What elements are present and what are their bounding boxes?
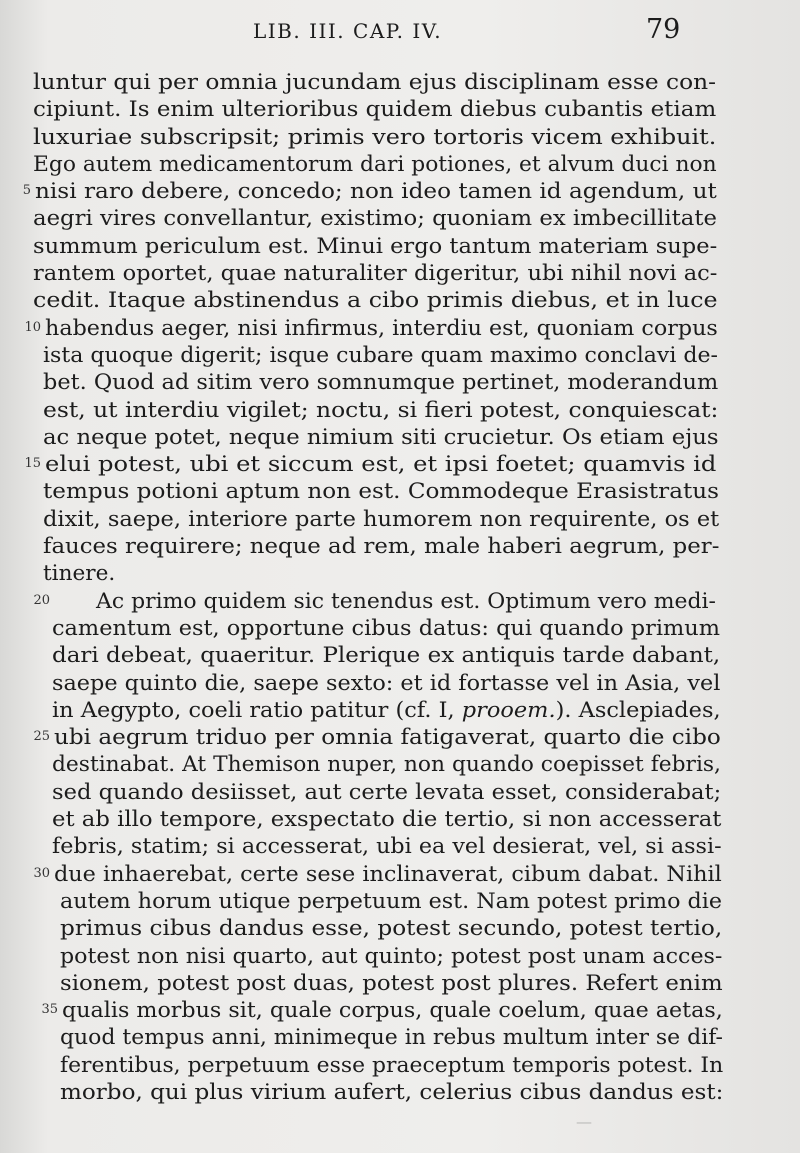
- line-text: cedit. Itaque abstinendus a cibo primis diebus, et in luce: [33, 288, 718, 314]
- text-line: [0, 779, 800, 806]
- line-text: Ac primo quidem sic tenendus est. Optimum vero medi-: [96, 588, 716, 614]
- line-text: morbo, qui plus virium aufert, celerius cibus dandus est:: [60, 1079, 724, 1105]
- line-text: destinabat. At Themison nuper, non quando coepisset febris,: [52, 752, 721, 778]
- text-line: [0, 970, 800, 997]
- text-line: [0, 287, 800, 314]
- line-number: 10: [24, 319, 41, 335]
- line-text: dari debeat, quaeritur. Plerique ex antiquis tarde dabant,: [52, 643, 721, 669]
- text-line: [0, 96, 800, 123]
- italic-reference: prooem.: [461, 697, 556, 723]
- line-text: luntur qui per omnia jucundam ejus disciplinam esse con-: [33, 70, 716, 95]
- line-text: fauces requirere; neque ad rem, male haberi aegrum, per-: [43, 534, 720, 560]
- line-number: 5: [22, 183, 31, 199]
- text-line: [0, 124, 800, 151]
- body-text: [0, 69, 800, 1106]
- line-text: nisi raro debere, concedo; non ideo tamen id agendum, ut: [35, 179, 717, 205]
- line-number: 15: [24, 456, 41, 472]
- text-line: [0, 997, 800, 1024]
- line-text: ubi aegrum triduo per omnia fatigaverat, quarto die cibo: [54, 725, 721, 751]
- text-line: [0, 342, 800, 369]
- text-line: [0, 724, 800, 751]
- line-text: qualis morbus sit, quale corpus, quale coelum, quae aetas,: [62, 998, 723, 1024]
- text-line: [0, 915, 800, 942]
- line-text: rantem oportet, quae naturaliter digeritur, ubi nihil novi ac-: [33, 261, 718, 287]
- text-line: [0, 888, 800, 915]
- text-line: [0, 670, 800, 697]
- line-text: autem horum utique perpetuum est. Nam potest primo die: [60, 888, 723, 914]
- faded-mark: —: [576, 1112, 592, 1131]
- text-line: [0, 151, 800, 178]
- line-number: 35: [41, 1002, 58, 1018]
- line-number: 20: [33, 592, 50, 608]
- text-line: [0, 178, 800, 205]
- line-text: ista quoque digerit; isque cubare quam maximo conclavi de-: [43, 342, 718, 368]
- line-text: saepe quinto die, saepe sexto: et id fortasse vel in Asia, vel: [52, 670, 721, 696]
- line-text: tempus potioni aptum non est. Commodeque Erasistratus: [43, 479, 719, 505]
- text-line: [0, 533, 800, 560]
- text-line: [0, 1052, 800, 1079]
- text-line: [0, 397, 800, 424]
- text-line: [0, 315, 800, 342]
- text-line: [0, 369, 800, 396]
- line-text: ac neque potet, neque nimium siti crucietur. Os etiam ejus: [43, 424, 719, 450]
- text-line: [0, 588, 800, 615]
- text-line: [0, 560, 800, 587]
- line-text: et ab illo tempore, exspectato die tertio, si non accesserat: [52, 807, 722, 833]
- line-text: sionem, potest post duas, potest post plures. Refert enim: [60, 970, 723, 996]
- text-line: [0, 451, 800, 478]
- line-text: aegri vires convellantur, existimo; quoniam ex imbecillitate: [33, 206, 717, 232]
- text-line: [0, 69, 800, 96]
- text-line: [0, 424, 800, 451]
- line-text: summum periculum est. Minui ergo tantum materiam supe-: [33, 233, 718, 259]
- line-text: cipiunt. Is enim ulterioribus quidem diebus cubantis etiam: [33, 97, 717, 123]
- text-line: [0, 697, 800, 724]
- line-text: Ego autem medicamentorum dari potiones, et alvum duci non: [33, 151, 717, 177]
- line-text: febris, statim; si accesserat, ubi ea vel desierat, vel, si assi-: [52, 834, 722, 860]
- text-line: [0, 833, 800, 860]
- line-text: dixit, saepe, interiore parte humorem non requirente, os et: [43, 506, 720, 532]
- line-text: camentum est, opportune cibus datus: qui quando primum: [52, 615, 720, 641]
- text-line: [0, 506, 800, 533]
- text-line: [0, 642, 800, 669]
- text-line: [0, 205, 800, 232]
- running-head: LIB. III. CAP. IV.: [253, 19, 443, 43]
- text-line: [0, 233, 800, 260]
- line-text: tinere.: [43, 561, 116, 587]
- text-line: [0, 751, 800, 778]
- text-line: [0, 1079, 800, 1106]
- text-line: [0, 478, 800, 505]
- text-line: [0, 615, 800, 642]
- text-line: [0, 861, 800, 888]
- line-text: due inhaerebat, certe sese inclinaverat, cibum dabat. Nihil: [54, 861, 722, 887]
- line-number: 25: [33, 729, 50, 745]
- line-text: est, ut interdiu vigilet; noctu, si fieri potest, conquiescat:: [43, 397, 719, 423]
- line-text: bet. Quod ad sitim vero somnumque pertinet, moderandum: [43, 370, 719, 396]
- page-number: 79: [646, 14, 681, 45]
- line-text: elui potest, ubi et siccum est, et ipsi foetet; quamvis id: [45, 452, 717, 478]
- text-line: [0, 943, 800, 970]
- line-text: habendus aeger, nisi infirmus, interdiu est, quoniam corpus: [45, 315, 718, 341]
- text-line: [0, 260, 800, 287]
- line-text: quod tempus anni, minimeque in rebus multum inter se dif-: [60, 1025, 723, 1051]
- line-number: 30: [33, 865, 50, 881]
- text-line: [0, 1024, 800, 1051]
- text-line: [0, 806, 800, 833]
- line-text: luxuriae subscripsit; primis vero tortoris vicem exhibuit.: [33, 124, 717, 150]
- line-text: in Aegypto, coeli ratio patitur (cf. I, prooem.). Asclepiades,: [52, 697, 721, 723]
- line-text: ferentibus, perpetuum esse praeceptum temporis potest. In: [60, 1052, 724, 1078]
- page-header: [0, 12, 800, 48]
- line-text: potest non nisi quarto, aut quinto; potest post unam acces-: [60, 943, 723, 969]
- line-text: primus cibus dandus esse, potest secundo, potest tertio,: [60, 916, 723, 942]
- line-text: sed quando desiisset, aut certe levata esset, considerabat;: [52, 779, 722, 805]
